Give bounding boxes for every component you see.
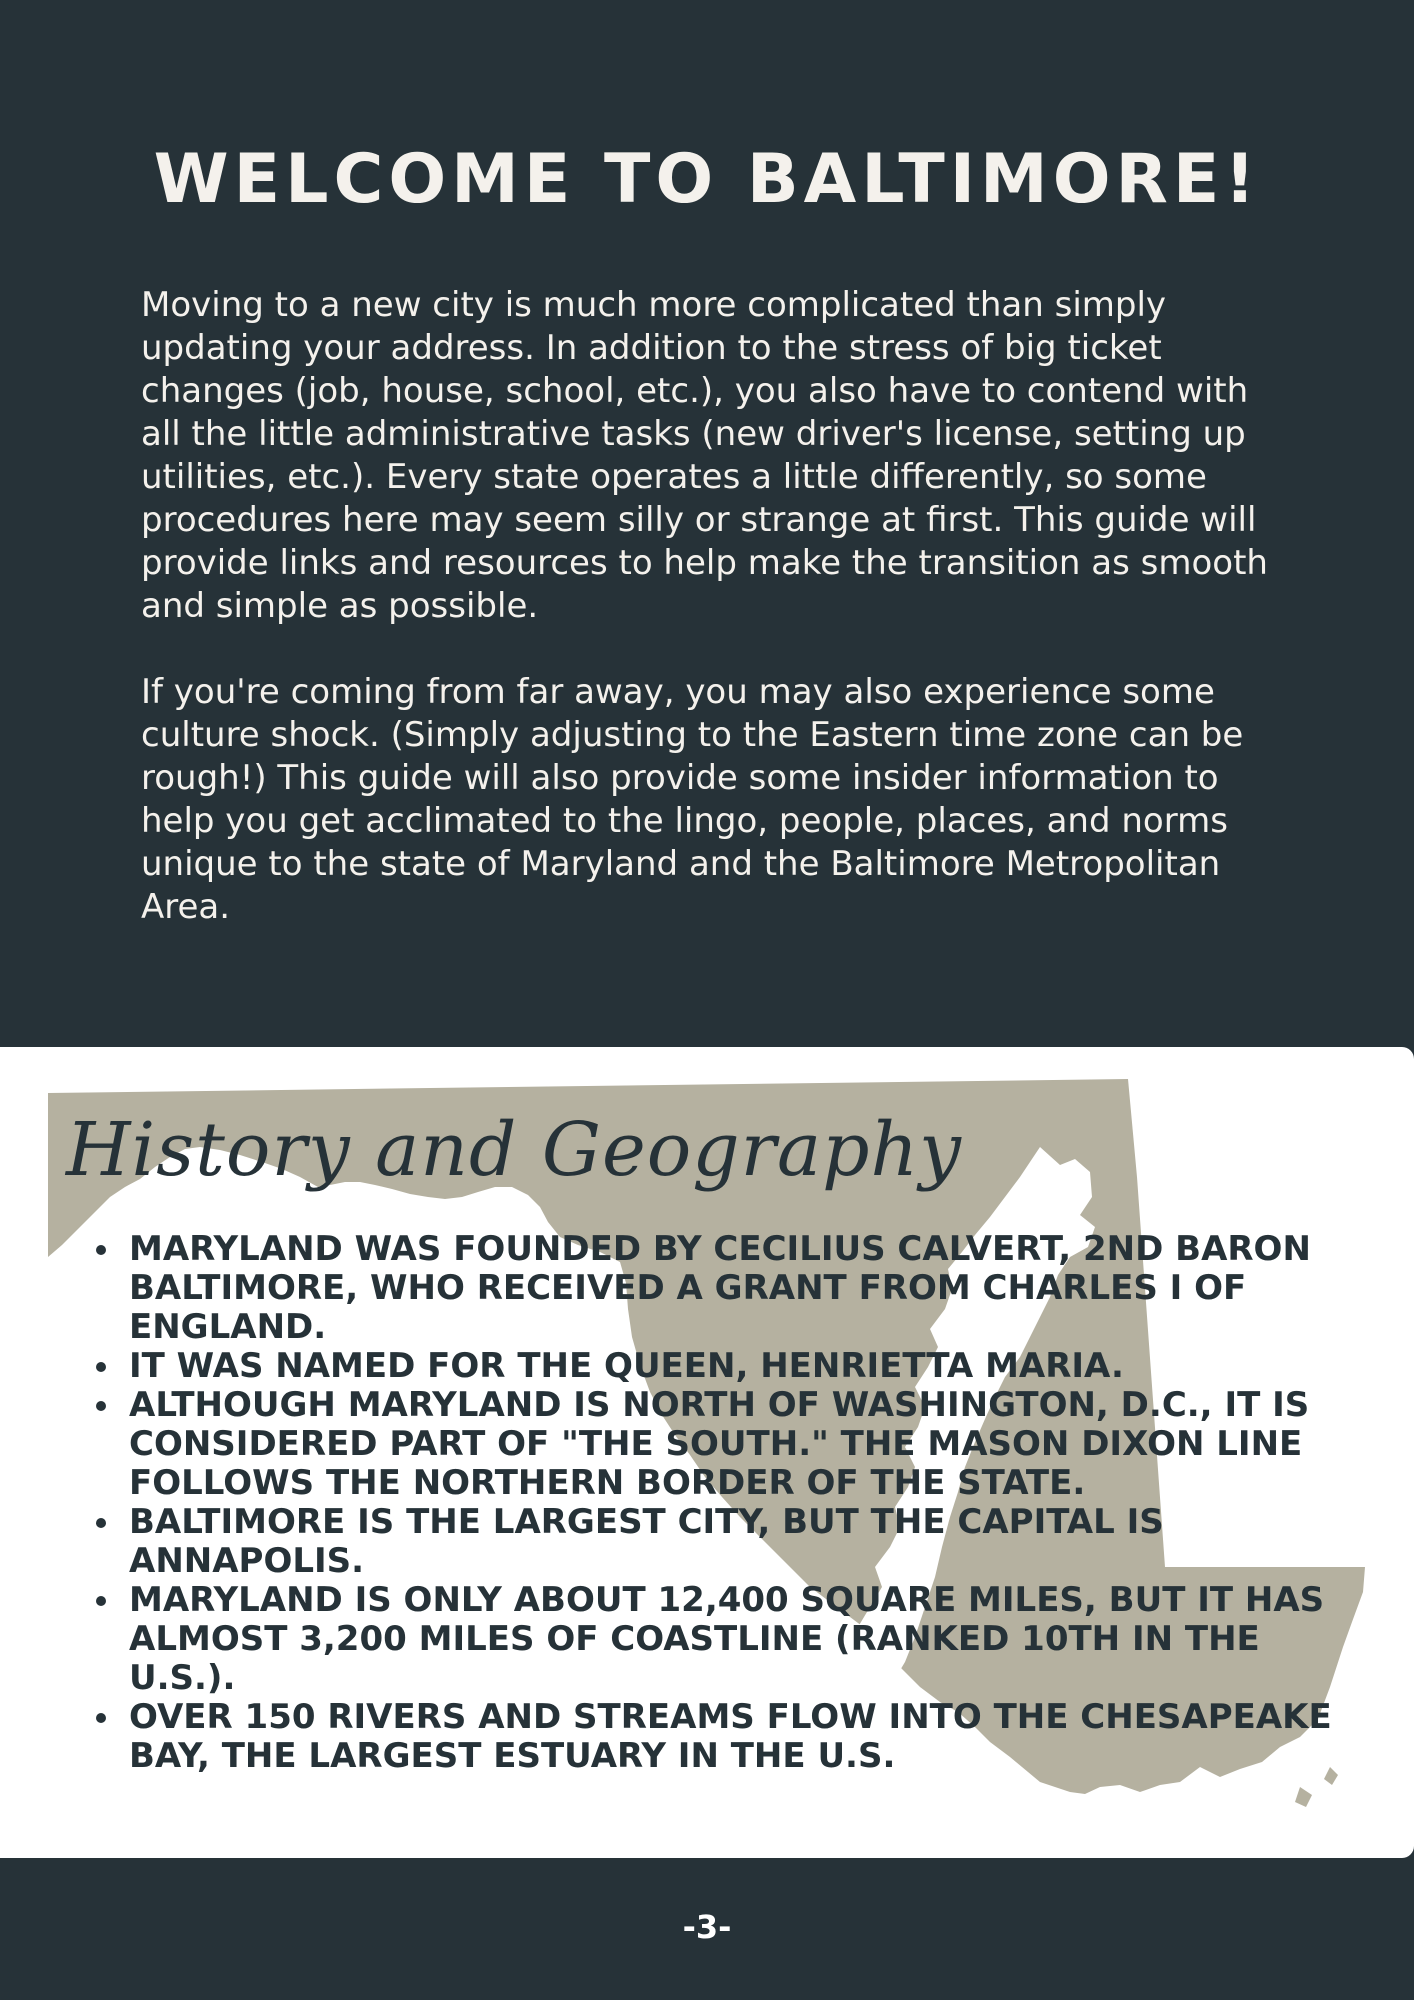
- page-title: WELCOME TO BALTIMORE!: [153, 140, 1261, 219]
- list-item: BALTIMORE IS THE LARGEST CITY, BUT THE CAPITAL IS ANNAPOLIS.: [129, 1503, 1334, 1581]
- list-item: IT WAS NAMED FOR THE QUEEN, HENRIETTA MARIA.: [129, 1347, 1334, 1386]
- intro-text: [141, 284, 1276, 929]
- facts-list: [129, 1230, 1334, 1776]
- list-item: ALTHOUGH MARYLAND IS NORTH OF WASHINGTON, D.C., IT IS CONSIDERED PART OF "THE SOUTH." THE MASON DIXON LINE FOLLOWS THE NORTHERN BORDER OF THE STATE.: [129, 1386, 1334, 1503]
- list-item: MARYLAND WAS FOUNDED BY CECILIUS CALVERT, 2ND BARON BALTIMORE, WHO RECEIVED A GRANT FROM CHARLES I OF ENGLAND.: [129, 1230, 1334, 1347]
- intro-paragraph: Moving to a new city is much more complicated than simply updating your address. In addition to the stress of big ticket changes (job, house, school, etc.), you also have to contend with all the little administrative tasks (new driver's license, setting up utilities, etc.). Every state operates a little differently, so some procedures here may seem silly or strange at first. This guide will provide links and resources to help make the transition as smooth and simple as possible.: [141, 285, 1268, 626]
- list-item: OVER 150 RIVERS AND STREAMS FLOW INTO THE CHESAPEAKE BAY, THE LARGEST ESTUARY IN THE U.S.: [129, 1698, 1334, 1776]
- intro-paragraph: If you're coming from far away, you may also experience some culture shock. (Simply adjusting to the Eastern time zone can be rough!) This guide will also provide some insider information to help you get acclimated to the lingo, people, places, and norms unique to the state of Maryland and the Baltimore Metropolitan Area.: [141, 672, 1244, 927]
- history-panel: [0, 1047, 1414, 1858]
- page-footer: [0, 1858, 1414, 2000]
- page-number: -3-: [682, 1908, 732, 1946]
- list-item: MARYLAND IS ONLY ABOUT 12,400 SQUARE MILES, BUT IT HAS ALMOST 3,200 MILES OF COASTLINE (RANKED 10TH IN THE U.S.).: [129, 1581, 1334, 1698]
- section-title: History and Geography: [66, 1107, 962, 1193]
